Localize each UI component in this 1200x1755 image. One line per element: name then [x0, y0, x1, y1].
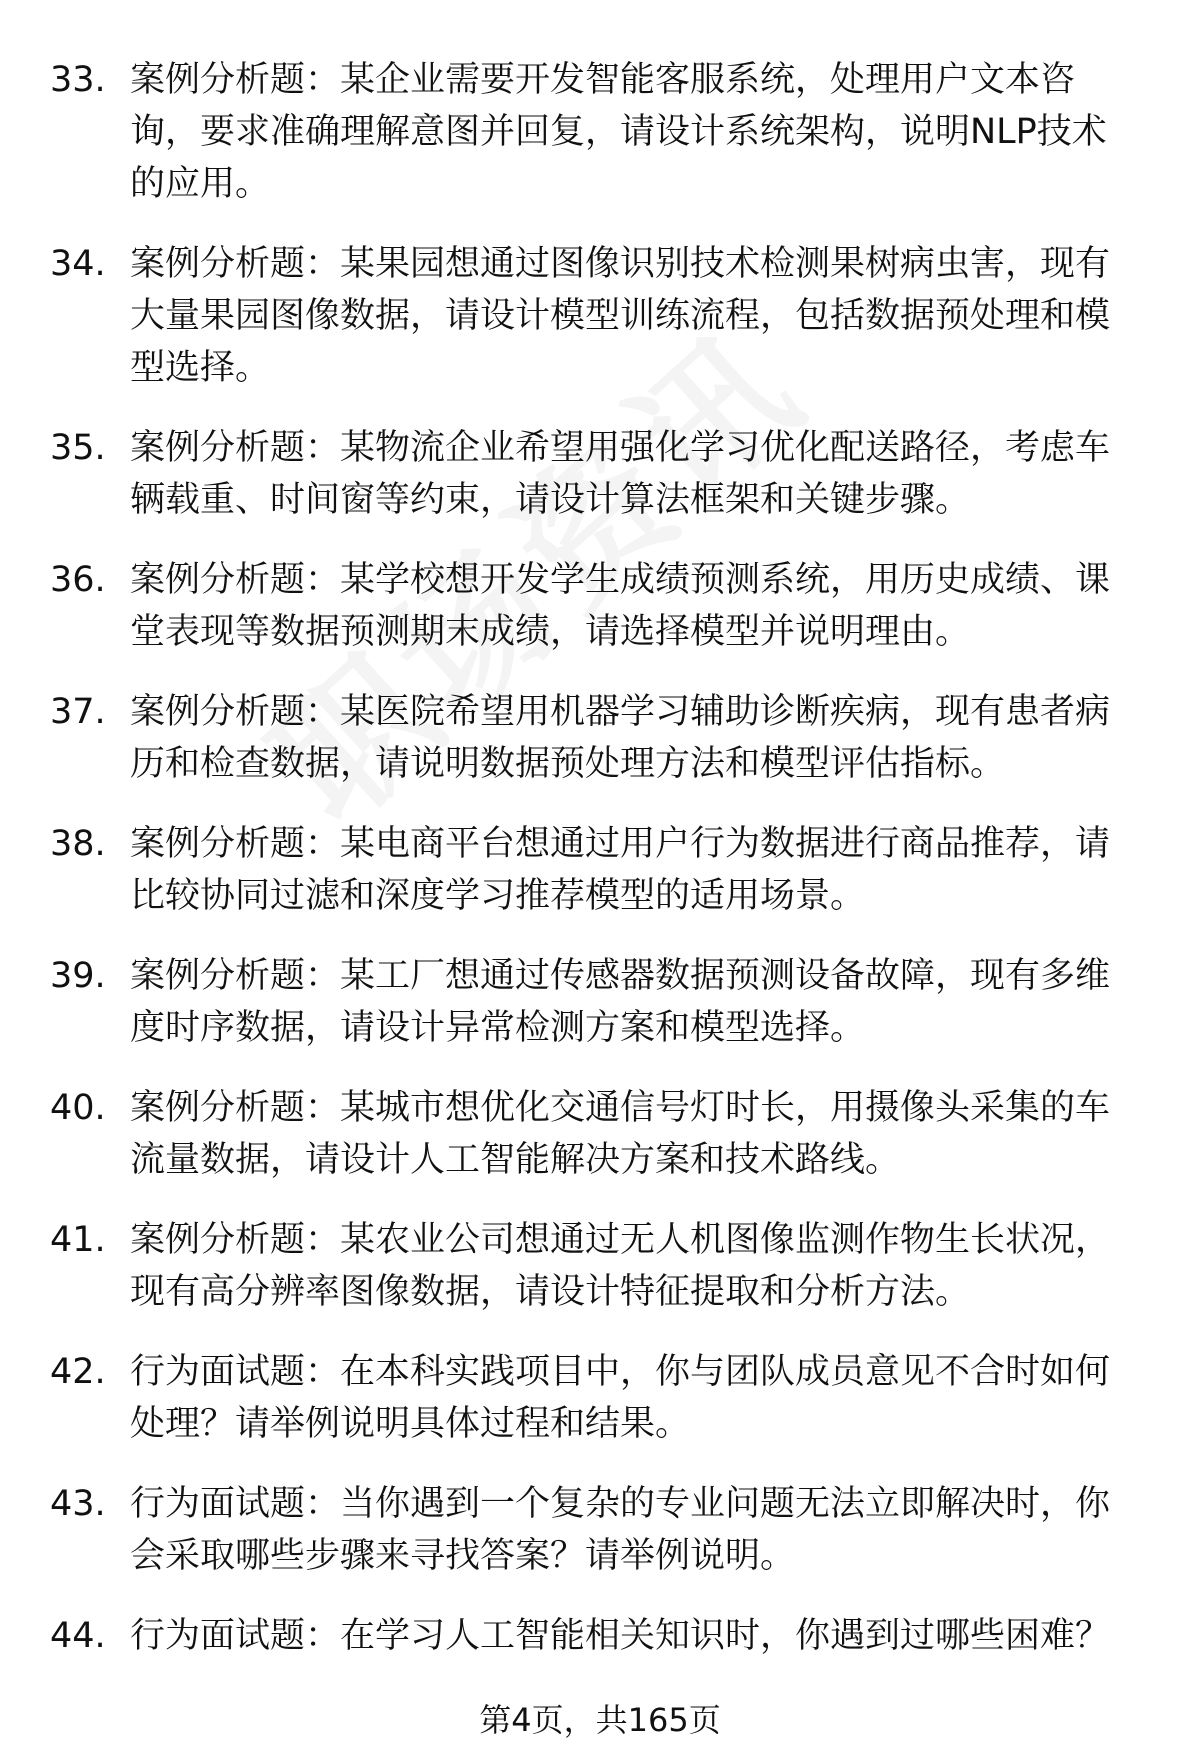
list-item: [50, 950, 1150, 1054]
list-item: [50, 1478, 1150, 1582]
question-text: 案例分析题：某电商平台想通过用户行为数据进行商品推荐，请比较协同过滤和深度学习推荐模型的适用场景。: [130, 824, 1111, 916]
page-footer: [0, 1700, 1200, 1740]
question-text: 行为面试题：在本科实践项目中，你与团队成员意见不合时如何处理？请举例说明具体过程和结果。: [130, 1352, 1111, 1444]
question-text: 案例分析题：某果园想通过图像识别技术检测果树病虫害，现有大量果园图像数据，请设计模型训练流程，包括数据预处理和模型选择。: [130, 244, 1111, 388]
list-item: [50, 818, 1150, 922]
question-text: 案例分析题：某医院希望用机器学习辅助诊断疾病，现有患者病历和检查数据，请说明数据预处理方法和模型评估指标。: [130, 692, 1111, 784]
question-number: 36.: [50, 560, 106, 600]
list-item: [50, 238, 1150, 394]
question-number: 35.: [50, 428, 106, 468]
question-number: 34.: [50, 244, 106, 284]
question-number: 38.: [50, 824, 106, 864]
list-item: [50, 686, 1150, 790]
question-text: 案例分析题：某物流企业希望用强化学习优化配送路径，考虑车辆载重、时间窗等约束，请设计算法框架和关键步骤。: [130, 428, 1111, 520]
list-item: [50, 54, 1150, 210]
question-list: [50, 54, 1150, 1690]
question-text: 案例分析题：某城市想优化交通信号灯时长，用摄像头采集的车流量数据，请设计人工智能解决方案和技术路线。: [130, 1088, 1111, 1180]
list-item: [50, 422, 1150, 526]
question-number: 40.: [50, 1088, 106, 1128]
question-number: 39.: [50, 956, 106, 996]
question-number: 33.: [50, 60, 106, 100]
list-item: [50, 1082, 1150, 1186]
question-number: 41.: [50, 1220, 106, 1260]
list-item: [50, 554, 1150, 658]
question-text: 案例分析题：某工厂想通过传感器数据预测设备故障，现有多维度时序数据，请设计异常检测方案和模型选择。: [130, 956, 1111, 1048]
question-text: 行为面试题：当你遇到一个复杂的专业问题无法立即解决时，你会采取哪些步骤来寻找答案？请举例说明。: [130, 1484, 1111, 1576]
list-item: [50, 1610, 1150, 1662]
question-number: 43.: [50, 1484, 106, 1524]
question-number: 37.: [50, 692, 106, 732]
list-item: [50, 1214, 1150, 1318]
question-text: 案例分析题：某企业需要开发智能客服系统，处理用户文本咨询，要求准确理解意图并回复，请设计系统架构，说明NLP技术的应用。: [130, 60, 1107, 204]
question-number: 44.: [50, 1616, 106, 1656]
question-text: 案例分析题：某学校想开发学生成绩预测系统，用历史成绩、课堂表现等数据预测期末成绩，请选择模型并说明理由。: [130, 560, 1111, 652]
question-number: 42.: [50, 1352, 106, 1392]
list-item: [50, 1346, 1150, 1450]
question-text: 案例分析题：某农业公司想通过无人机图像监测作物生长状况，现有高分辨率图像数据，请设计特征提取和分析方法。: [130, 1220, 1111, 1312]
question-text: 行为面试题：在学习人工智能相关知识时，你遇到过哪些困难？: [130, 1616, 1111, 1656]
page-number: 第4页，共165页: [479, 1701, 721, 1739]
